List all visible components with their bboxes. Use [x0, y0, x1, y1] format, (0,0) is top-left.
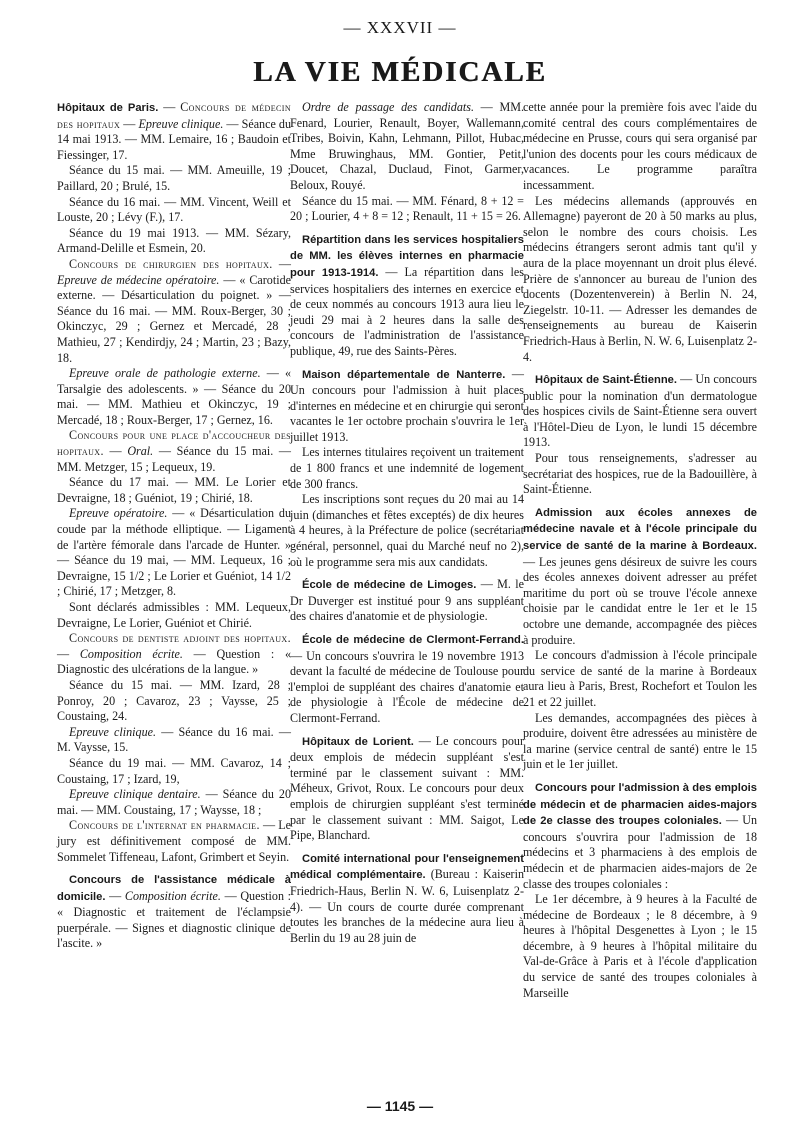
paragraph: Les inscriptions sont reçues du 20 mai au 14 juin (dimanches et fêtes exceptés) de dix heures à 4 heures, à la Préfecture de police (secrétariat général, personnel, quai du Marché neuf no 2), où le programme sera mis aux candidats. [290, 492, 524, 569]
article-nanterre: Maison départementale de Nanterre. — Un concours pour l'admission à huit places d'internes en médecine et en chirurgie qui seront vacantes le 1er octobre prochain s'ouvrira le 1er juillet 1913. [290, 366, 525, 444]
paragraph: cette année pour la première fois avec l'aide du comité central des cours complémentaires de médecine en Prusse, cours qui sera organisé par l'union des docents pour les cours médicaux de vacances. Le programme paraîtra incessamment. [523, 100, 757, 192]
paragraph: Séance du 15 mai. — MM. Ameuille, 19 ; Paillard, 20 ; Brulé, 15. [57, 163, 291, 193]
paragraph: Séance du 19 mai 1913. — MM. Sézary, Armand-Delille et Esmein, 20. [57, 225, 291, 256]
article-troupes-coloniales: Concours pour l'admission à des emplois de médecin et de pharmacien aides-majors de 2e classe des troupes coloniales. — Un concours s'ouvrira pour l'admission de 18 médecins et 3 pharmaciens à des emplois de médecin et de pharmacien aides-majors de 2e classe des troupes coloniales : [523, 781, 757, 891]
column-left [57, 100, 291, 952]
paragraph: Les internes titulaires reçoivent un traitement de 1 800 francs et une indemnité de logement de 300 francs. [290, 445, 524, 491]
paragraph: Les médecins allemands (approuvés en Allemagne) payeront de 20 à 50 marks au plus, selon le nombre des cours choisis. Les médecins étrangers seront admis tant qu'il y aura de la place moyennant un droit plus élevé. Prière de s'annoncer au bureau de l'union des docents (Dozentenverein) à Berlin N. 24, Ziegelstr. 10-11. — Adresser les demandes de renseignements au bureau de Kaiserin Friedrich-Haus à Berlin, N. W. 6, Luisenplatz 2-4. [523, 193, 757, 364]
paragraph: Le 1er décembre, à 9 heures à la Faculté de médecine de Bordeaux ; le 8 décembre, à 9 heures à l'hôpital Desgenettes à Lyon ; le 15 décembre, à 9 heures à l'hôpital militaire du Val-de-Grâce à Paris et à l'école d'application du service de santé des troupes coloniales à Marseille [523, 892, 757, 1000]
paragraph: Concours de dentiste adjoint des hopitaux. — Composition écrite. — Question : « Diagnostic des ulcérations de la langue. » [57, 631, 292, 677]
page-number: — 1145 — [366, 1098, 434, 1114]
paragraph: Ordre de passage des candidats. — MM. Fenard, Lourier, Renault, Boyer, Wallemann, Tribes, Boivin, Kahn, Lehmann, Pillot, Hubac, Mme Bruwinghaus, MM. Gontier, Petit, Doucet, Chazal, Duclaud, Finot, Garmer, Beloux, Rouyé. [290, 100, 524, 192]
article-ecoles-marine: Admission aux écoles annexes de médecine navale et à l'école principale du service de santé de la marine à Bordeaux. — Les jeunes gens désireux de suivre les cours des écoles annexes doivent adresser au préfet maritime du port où se trouve l'école annexe choisie par le candidat entre le 1er et le 15 octobre une demande, accompagnée des pièces à produire. [523, 506, 757, 647]
paragraph: Les demandes, accompagnées des pièces à produire, doivent être adressées au ministère de la marine (service central de santé) entre le 15 juin et le 1er juillet. [523, 710, 757, 772]
article-assistance-medicale: Concours de l'assistance médicale à domicile. — Composition écrite. — Question : « Diagnostic et traitement de l'éclampsie puerpérale. — Signes et diagnostic clinique de l'ascite. » [57, 874, 291, 951]
paragraph: Epreuve clinique dentaire. — Séance du 20 mai. — MM. Coustaing, 17 ; Waysse, 18 ; [57, 787, 291, 817]
paragraph: Pour tous renseignements, s'adresser au secrétariat des hospices, rue de la Badouillère, à Saint-Étienne. [523, 451, 757, 497]
article-comite-international: Comité international pour l'enseignement médical complémentaire. (Bureau : Kaiserin Friedrich-Haus, Berlin N. W. 6, Luisenplatz 2-4). — Un cours de courte durée comprenant toutes les branches de la médecine aura lieu à Berlin du 19 au 28 juin de [290, 852, 524, 945]
paragraph: Concours de l'internat en pharmacie. — Le jury est définitivement composé de MM. Sommelet Tiffeneau, Lafont, Grimbert et Seyin. [57, 818, 291, 864]
article-clermont-ferrand: École de médecine de Clermont-Ferrand. — Un concours s'ouvrira le 19 novembre 1913 devant la faculté de médecine de Toulouse pour l'emploi de suppléant des chaires d'anatomie et de physiologie à l'École de médecine de Clermont-Ferrand. [290, 634, 524, 725]
article-hopitaux-paris: Hôpitaux de Paris. — Concours de médecin des hopitaux — Epreuve clinique. — Séance du 14 mai 1913. — MM. Lemaire, 16 ; Baudoin et Fiessinger, 17. [57, 100, 291, 162]
paragraph: Epreuve clinique. — Séance du 16 mai. — M. Vaysse, 15. [57, 724, 291, 755]
column-right [523, 100, 757, 1001]
paragraph: Séance du 16 mai. — MM. Vincent, Weill et Louste, 20 ; Lévy (F.), 17. [57, 194, 291, 225]
paragraph: Sont déclarés admissibles : MM. Lequeux, Devraigne, Le Lorier, Guéniot et Chirié. [57, 600, 291, 630]
article-repartition-internes: Répartition dans les services hospitaliers de MM. les élèves internes en pharmacie pour 1913-1914. — La répartition dans les services hospitaliers des internes en exercice et de ceux nommés au concours 1913 aura lieu le jeudi 29 mai à 2 heures dans la salle des concours de l'administration de l'assistance publique, 49, rue des Saints-Pères. [290, 233, 524, 358]
paragraph: Epreuve orale de pathologie externe. — « Tarsalgie des adolescents. » — Séance du 20 mai. — MM. Mathieu et Okinczyc, 19 ; Mercadé, 18 ; Roux-Berger, 17 ; Gernez, 16. [57, 366, 291, 427]
paragraph: Epreuve opératoire. — « Désarticulation du coude par la méthode elliptique. — Ligament de l'artère fémorale dans l'arcade de Hunter. » — Séance du 19 mai, — MM. Lequeux, 16 ; Devraigne, 15 1/2 ; Le Lorier et Guéniot, 14 1/2 ; Chirié, 17 ; Metzger, 8. [57, 506, 292, 599]
paragraph: Concours pour une place d'accoucheur des hopitaux. — Oral. — Séance du 15 mai. — MM. Metzger, 15 ; Lequeux, 19. [57, 428, 291, 474]
paragraph: Séance du 15 mai. — MM. Izard, 28 ; Ponroy, 20 ; Cavaroz, 23 ; Vaysse, 25 ; Coustaing, 24. [57, 677, 291, 724]
journal-masthead: LA VIE MÉDICALE [253, 56, 547, 88]
paragraph: Séance du 17 mai. — MM. Le Lorier et Devraigne, 18 ; Guéniot, 19 ; Chirié, 18. [57, 475, 291, 505]
article-limoges: École de médecine de Limoges. — M. le Dr Duverger est institué pour 9 ans suppléant des chaires d'anatomie et de physiologie. [290, 577, 524, 624]
column-middle [290, 100, 524, 946]
page-roman-numeral: — XXXVII — [343, 18, 457, 37]
paragraph: Concours de chirurgien des hopitaux. — Epreuve de médecine opératoire. — « Carotide externe. — Désarticulation du poignet. » — Séance du 16 mai. — MM. Roux-Berger, 30 ; Okinczyc, 29 ; Gernez et Mercadé, 28 ; Mathieu, 27 ; Kendirdjy, 24 ; Martin, 23 ; Bazy, 18. [57, 256, 291, 365]
paragraph: Séance du 19 mai. — MM. Cavaroz, 14 ; Coustaing, 17 ; Izard, 19, [57, 755, 291, 786]
article-saint-etienne: Hôpitaux de Saint-Étienne. — Un concours public pour la nomination d'un dermatologue des hospices civils de Saint-Étienne sera ouvert à l'Hôtel-Dieu de Lyon, le lundi 15 décembre 1913. [523, 372, 757, 450]
article-lorient: Hôpitaux de Lorient. — Le concours pour deux emplois de médecin suppléant s'est terminé par le classement suivant : MM. Méheux, Grivot, Roux. Le concours pour deux emplois de chirurgien suppléant s'est terminé par le classement suivant : MM. Saigot, Le Pipe, Blanchard. [290, 733, 524, 843]
paragraph: Le concours d'admission à l'école principale du service de santé de la marine à Bordeaux aura lieu à Paris, Brest, Rochefort et Toulon les 21 et 22 juillet. [523, 648, 757, 709]
paragraph: Séance du 15 mai. — MM. Fénard, 8 + 12 = 20 ; Lourier, 4 + 8 = 12 ; Renault, 11 + 15 = 26. [290, 193, 524, 224]
